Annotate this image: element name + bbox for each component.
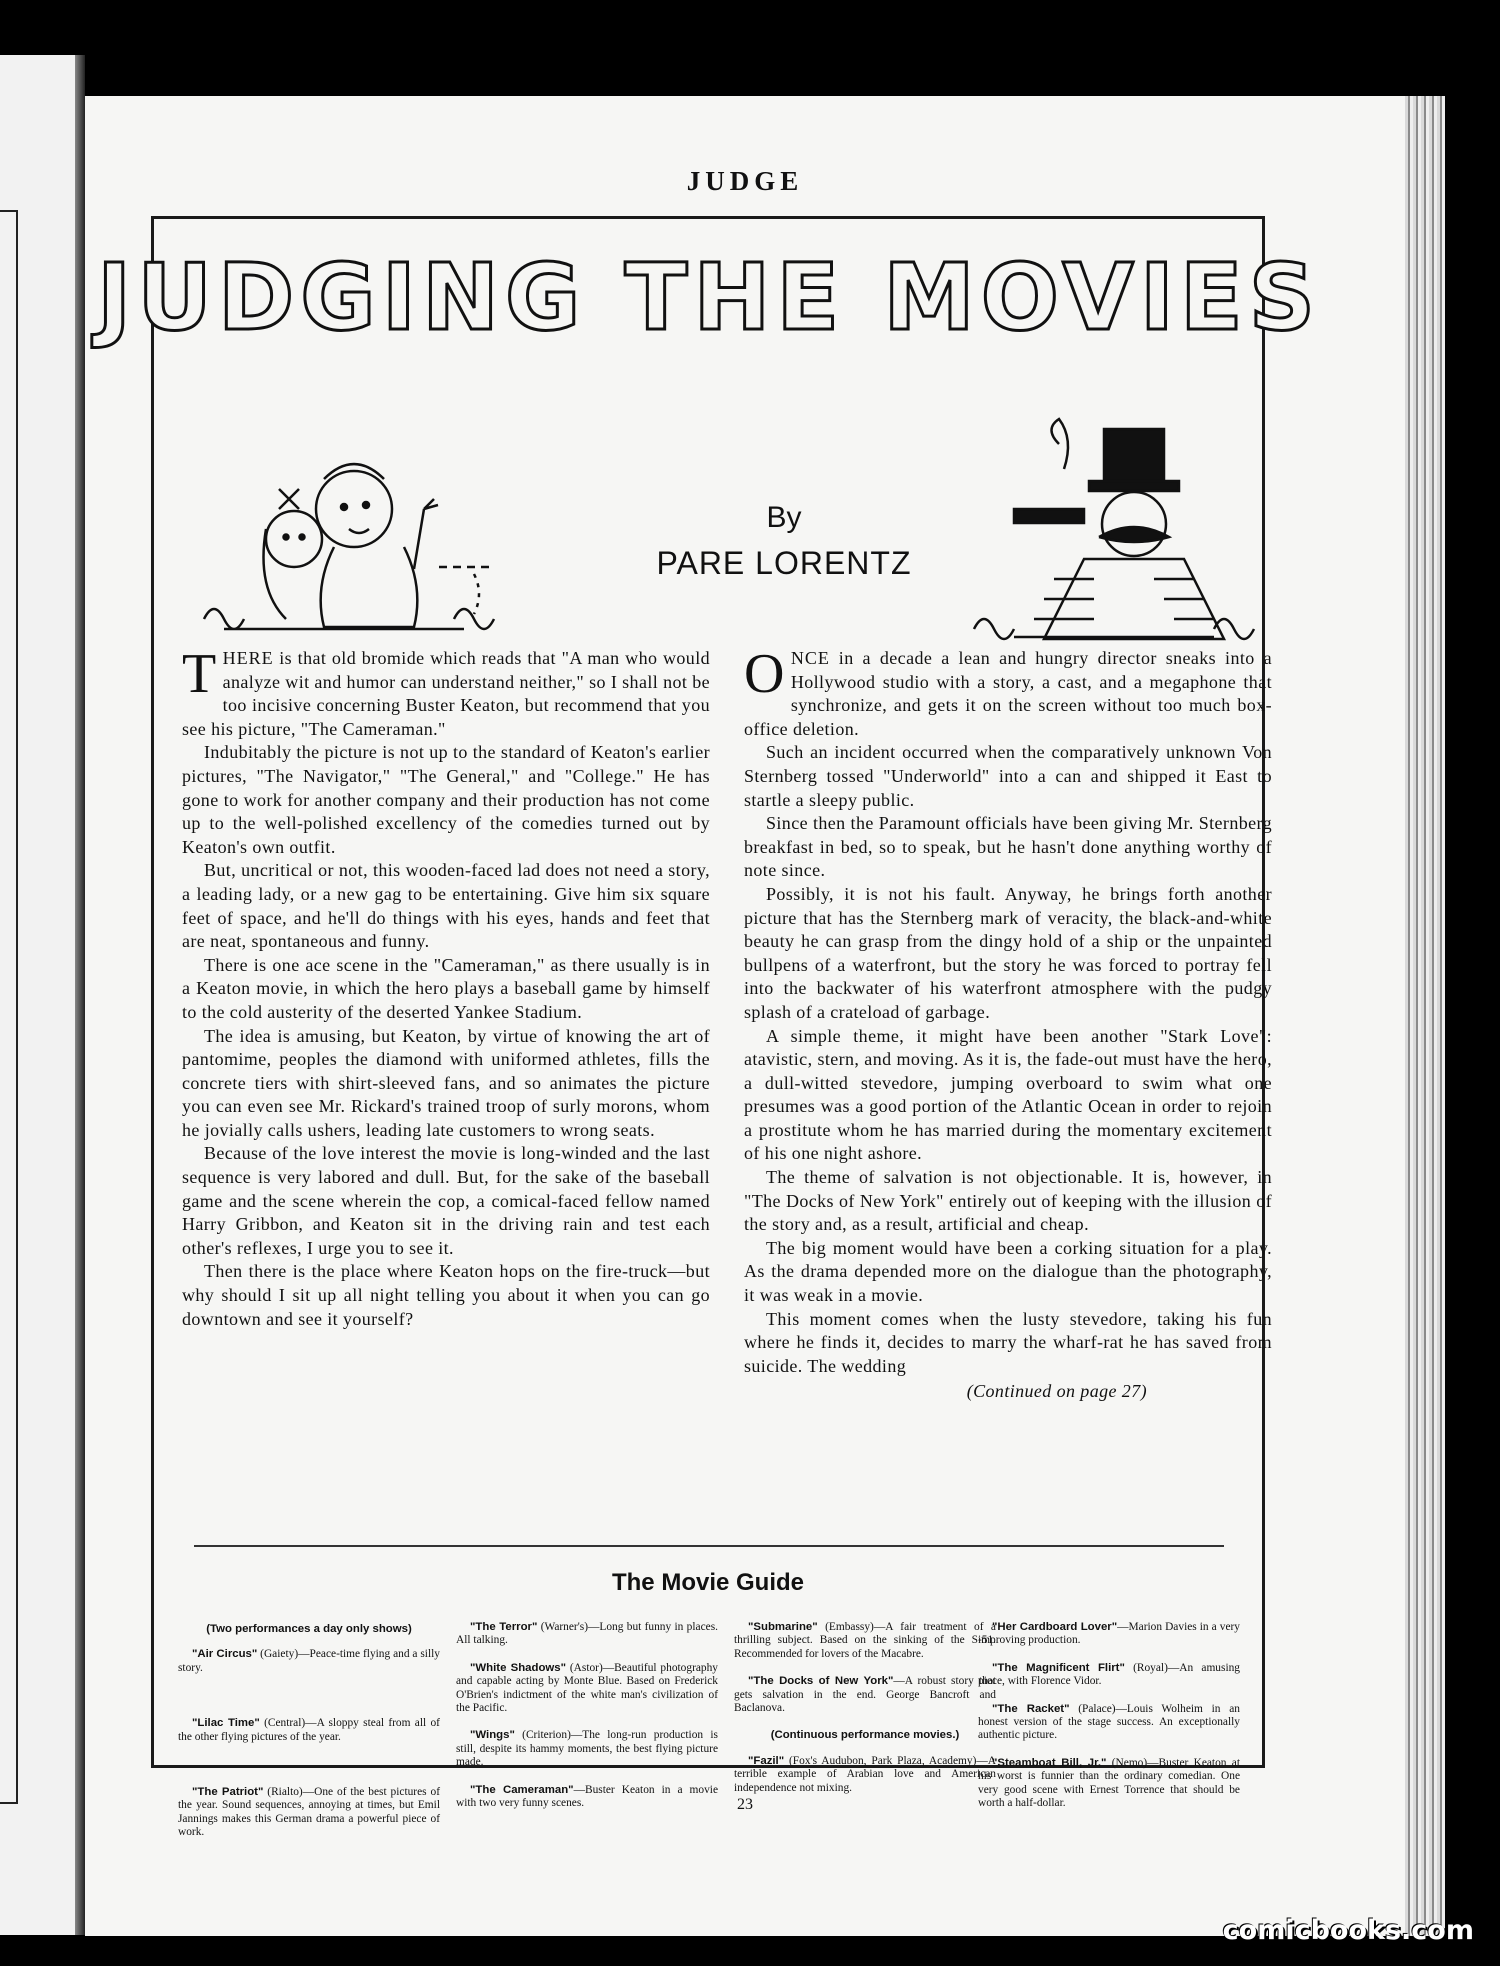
continued-note: (Continued on page 27) [966, 1381, 1147, 1402]
title-text: JUDGING THE MOVIES [96, 244, 1322, 351]
lead-smallcaps: HERE [222, 648, 274, 668]
movie-review: —Buster Keaton in a movie with two very funny scenes. [456, 1783, 718, 1810]
guide-section-header: (Continuous performance movies.) [770, 1729, 960, 1742]
lead-text: in a decade a lean and hungry director sneaks into a Hollywood studio with a story, a cast, and a megaphone that synchronize, and gets it on the screen without too much box-office deletion. [744, 648, 1272, 739]
movie-review: (Astor)—Beautiful photography and capable acting by Monte Blue. Based on Frederick O'Brien's indictment of the white man's civilization of the Pacific. [456, 1661, 718, 1715]
paragraph: The big moment would have been a corking situation for a play. As the drama depended more on the dialogue than the photography, it was weak in a movie. [744, 1237, 1272, 1306]
movie-title: "Air Circus" [192, 1648, 258, 1661]
guide-entry [978, 1621, 1240, 1648]
paragraph: A simple theme, it might have been another "Stark Love": atavistic, stern, and moving. As it is, the fade-out must have the hero, a dull-witted stevedore, jumping overboard to swim what one presumes was a good portion of the Atlantic Ocean in order to rejoin a prostitute whom he has married during the momentary excitement of his one night ashore. [744, 1025, 1272, 1164]
article-column-left [182, 643, 710, 1331]
dropcap: T [182, 643, 217, 705]
guide-entry [456, 1621, 718, 1648]
article-column-right [744, 643, 1272, 1404]
movie-title: "The Magnificent Flirt" [992, 1661, 1125, 1674]
paragraph: Possibly, it is not his fault. Anyway, he brings forth another picture that has the Sternberg mark of veracity, the black-and-white beauty he can grasp from the dingy hold of a ship or the unpainted bullpens of a waterfront, but the story he was forced to portray fell into the backwater of his waterfront atmosphere with the pudgy splash of a crateload of garbage. [744, 883, 1272, 1022]
movie-review: (Fox's Audubon, Park Plaza, Academy)—A terrible example of Arabian love and American independence not mixing. [734, 1754, 996, 1794]
movie-title: "White Shadows" [470, 1661, 566, 1674]
paragraph: The idea is amusing, but Keaton, by virtue of knowing the art of pantomime, peoples the diamond with uniformed athletes, fills the concrete tiers with shirt-sleeved fans, and so animates the picture you can even see Mr. Rickard's trained troop of surly morons, whom he jovially calls ushers, leading late customers to wrong seats. [182, 1025, 710, 1140]
paragraph: This moment comes when the lusty stevedore, taking his fun where he finds it, decides to marry the wharf-rat he has saved from suicide. The wedding [744, 1308, 1272, 1376]
byline [614, 501, 954, 582]
guide-entry [734, 1675, 996, 1715]
book-gutter [75, 55, 85, 1935]
movie-review: (Nemo)—Buster Keaton at his worst is funnier than the ordinary comedian. One very good scene with Ernest Torrence that should be worth a half-dollar. [978, 1756, 1240, 1810]
page-stack-edges [1405, 96, 1445, 1936]
guide-entry [978, 1703, 1240, 1743]
movie-guide-column-3 [734, 1621, 996, 1809]
movie-review: —Marion Davies in a very improving production. [978, 1621, 1240, 1647]
running-head: JUDGE [686, 166, 804, 196]
movie-title: "Steamboat Bill, Jr." [992, 1756, 1107, 1769]
paragraph-lead [744, 643, 1272, 741]
movie-review: (Warner's)—Long but funny in places. All talking. [456, 1621, 718, 1647]
lead-smallcaps: NCE [790, 648, 830, 668]
movie-guide-column-1 [178, 1621, 440, 1854]
page-number: 23 [737, 1796, 753, 1813]
movie-review: (Gaiety)—Peace-time flying and a silly story. [178, 1648, 440, 1674]
lead-text: is that old bromide which reads that "A man who would analyze wit and humor can understand neither," so I shall not be too incisive concerning Buster Keaton, but recommend that you see his picture, "The Cameraman." [182, 648, 710, 739]
paragraph: But, uncritical or not, this wooden-faced lad does not need a story, a leading lady, or a new gag to be entertaining. Give him six square feet of space, and he'll do things with his eyes, hands and feet that are neat, spontaneous and funny. [182, 860, 710, 952]
section-divider [194, 1545, 1224, 1547]
guide-entry [734, 1621, 996, 1661]
guide-section-header: (Two performances a day only shows) [206, 1623, 412, 1635]
paragraph: Then there is the place where Keaton hops on the fire-truck—but why should I sit up all night telling you about it when you can go downtown and see it yourself? [182, 1261, 710, 1329]
paragraph: Since then the Paramount officials have been giving Mr. Sternberg breakfast in bed, so to speak, but he hasn't done anything worthy of note since. [744, 813, 1272, 881]
cartoon-couple-illustration [184, 429, 514, 649]
paragraph-lead [182, 643, 710, 741]
guide-entry [178, 1648, 440, 1675]
paragraph: The theme of salvation is not objectionable. It is, however, in "The Docks of New York" entirely out of keeping with the illusion of the story and, as a result, artificial and cheap. [744, 1167, 1272, 1235]
movie-review: (Embassy)—A fair treatment of a thrilling subject. Based on the sinking of the S-51. Recommended for lovers of the Macabre. [734, 1621, 996, 1660]
left-page-border [0, 210, 18, 1804]
left-facing-page [0, 55, 85, 1935]
guide-entry [978, 1662, 1240, 1689]
movie-title: "Her Cardboard Lover" [992, 1621, 1118, 1633]
movie-guide-column-4 [978, 1621, 1240, 1824]
guide-entry [734, 1755, 996, 1795]
movie-review: (Rialto)—One of the best pictures of the year. Sound sequences, annoying at times, but Emil Jannings makes this German drama a powerful piece of work. [178, 1786, 440, 1839]
author-name: PARE LORENTZ [656, 545, 912, 581]
movie-title: "Lilac Time" [192, 1717, 260, 1730]
movie-review: (Royal)—An amusing piece, with Florence Vidor. [978, 1661, 1240, 1688]
paragraph: Indubitably the picture is not up to the standard of Keaton's earlier pictures, "The Navigator," "The General," and "College." He has gone to work for another company and their production has not come up to the well-polished excellency of the comedies turned out by Keaton's own outfit. [182, 742, 710, 857]
magazine-page [85, 96, 1405, 1936]
movie-review: (Criterion)—The long-run production is still, despite its hammy moments, the best flying picture made. [456, 1729, 718, 1769]
movie-title: "Fazil" [748, 1754, 785, 1767]
movie-guide-column-2 [456, 1621, 718, 1824]
paragraph: There is one ace scene in the "Cameraman," as there usually is in a Keaton movie, in which the hero plays a baseball game by himself to the cold austerity of the deserted Yankee Stadium. [182, 954, 710, 1022]
movie-title: "The Docks of New York" [748, 1675, 894, 1688]
dropcap: O [744, 643, 785, 705]
guide-entry [178, 1717, 440, 1744]
movie-review: —A robust story that gets salvation in the end. George Bancroft and Baclanova. [734, 1675, 997, 1715]
cartoon-villain-illustration [974, 409, 1254, 649]
site-watermark: comicbooks.com [1222, 1915, 1474, 1946]
title-lettering [96, 239, 1322, 359]
movie-title: "Submarine" [748, 1621, 818, 1633]
movie-review: (Palace)—Louis Wolheim in an honest version of the stage success. An exceptionally authentic picture. [978, 1702, 1240, 1742]
movie-title: "Wings" [470, 1729, 515, 1742]
paragraph: Because of the love interest the movie is long-winded and the last sequence is very labored and dull. But, for the sake of the baseball game and the scene wherein the cop, a comical-faced fellow named Harry Gribbon, and Keaton sit in the driving rain and test each other's reflexes, I urge you to see it. [182, 1143, 710, 1258]
byline-by: By [766, 501, 802, 534]
guide-entry [456, 1729, 718, 1769]
movie-title: "The Patriot" [192, 1786, 264, 1799]
movie-title: "The Terror" [470, 1621, 538, 1633]
movie-title: "The Racket" [992, 1702, 1070, 1715]
paragraph: Such an incident occurred when the comparatively unknown Von Sternberg tossed "Underworld" into a can and shipped it East to startle a sleepy public. [744, 742, 1272, 810]
guide-entry [456, 1662, 718, 1716]
movie-review: (Central)—A sloppy steal from all of the other flying pictures of the year. [178, 1717, 440, 1743]
movie-title: "The Cameraman" [470, 1783, 574, 1796]
movie-guide-title: The Movie Guide [611, 1569, 805, 1596]
